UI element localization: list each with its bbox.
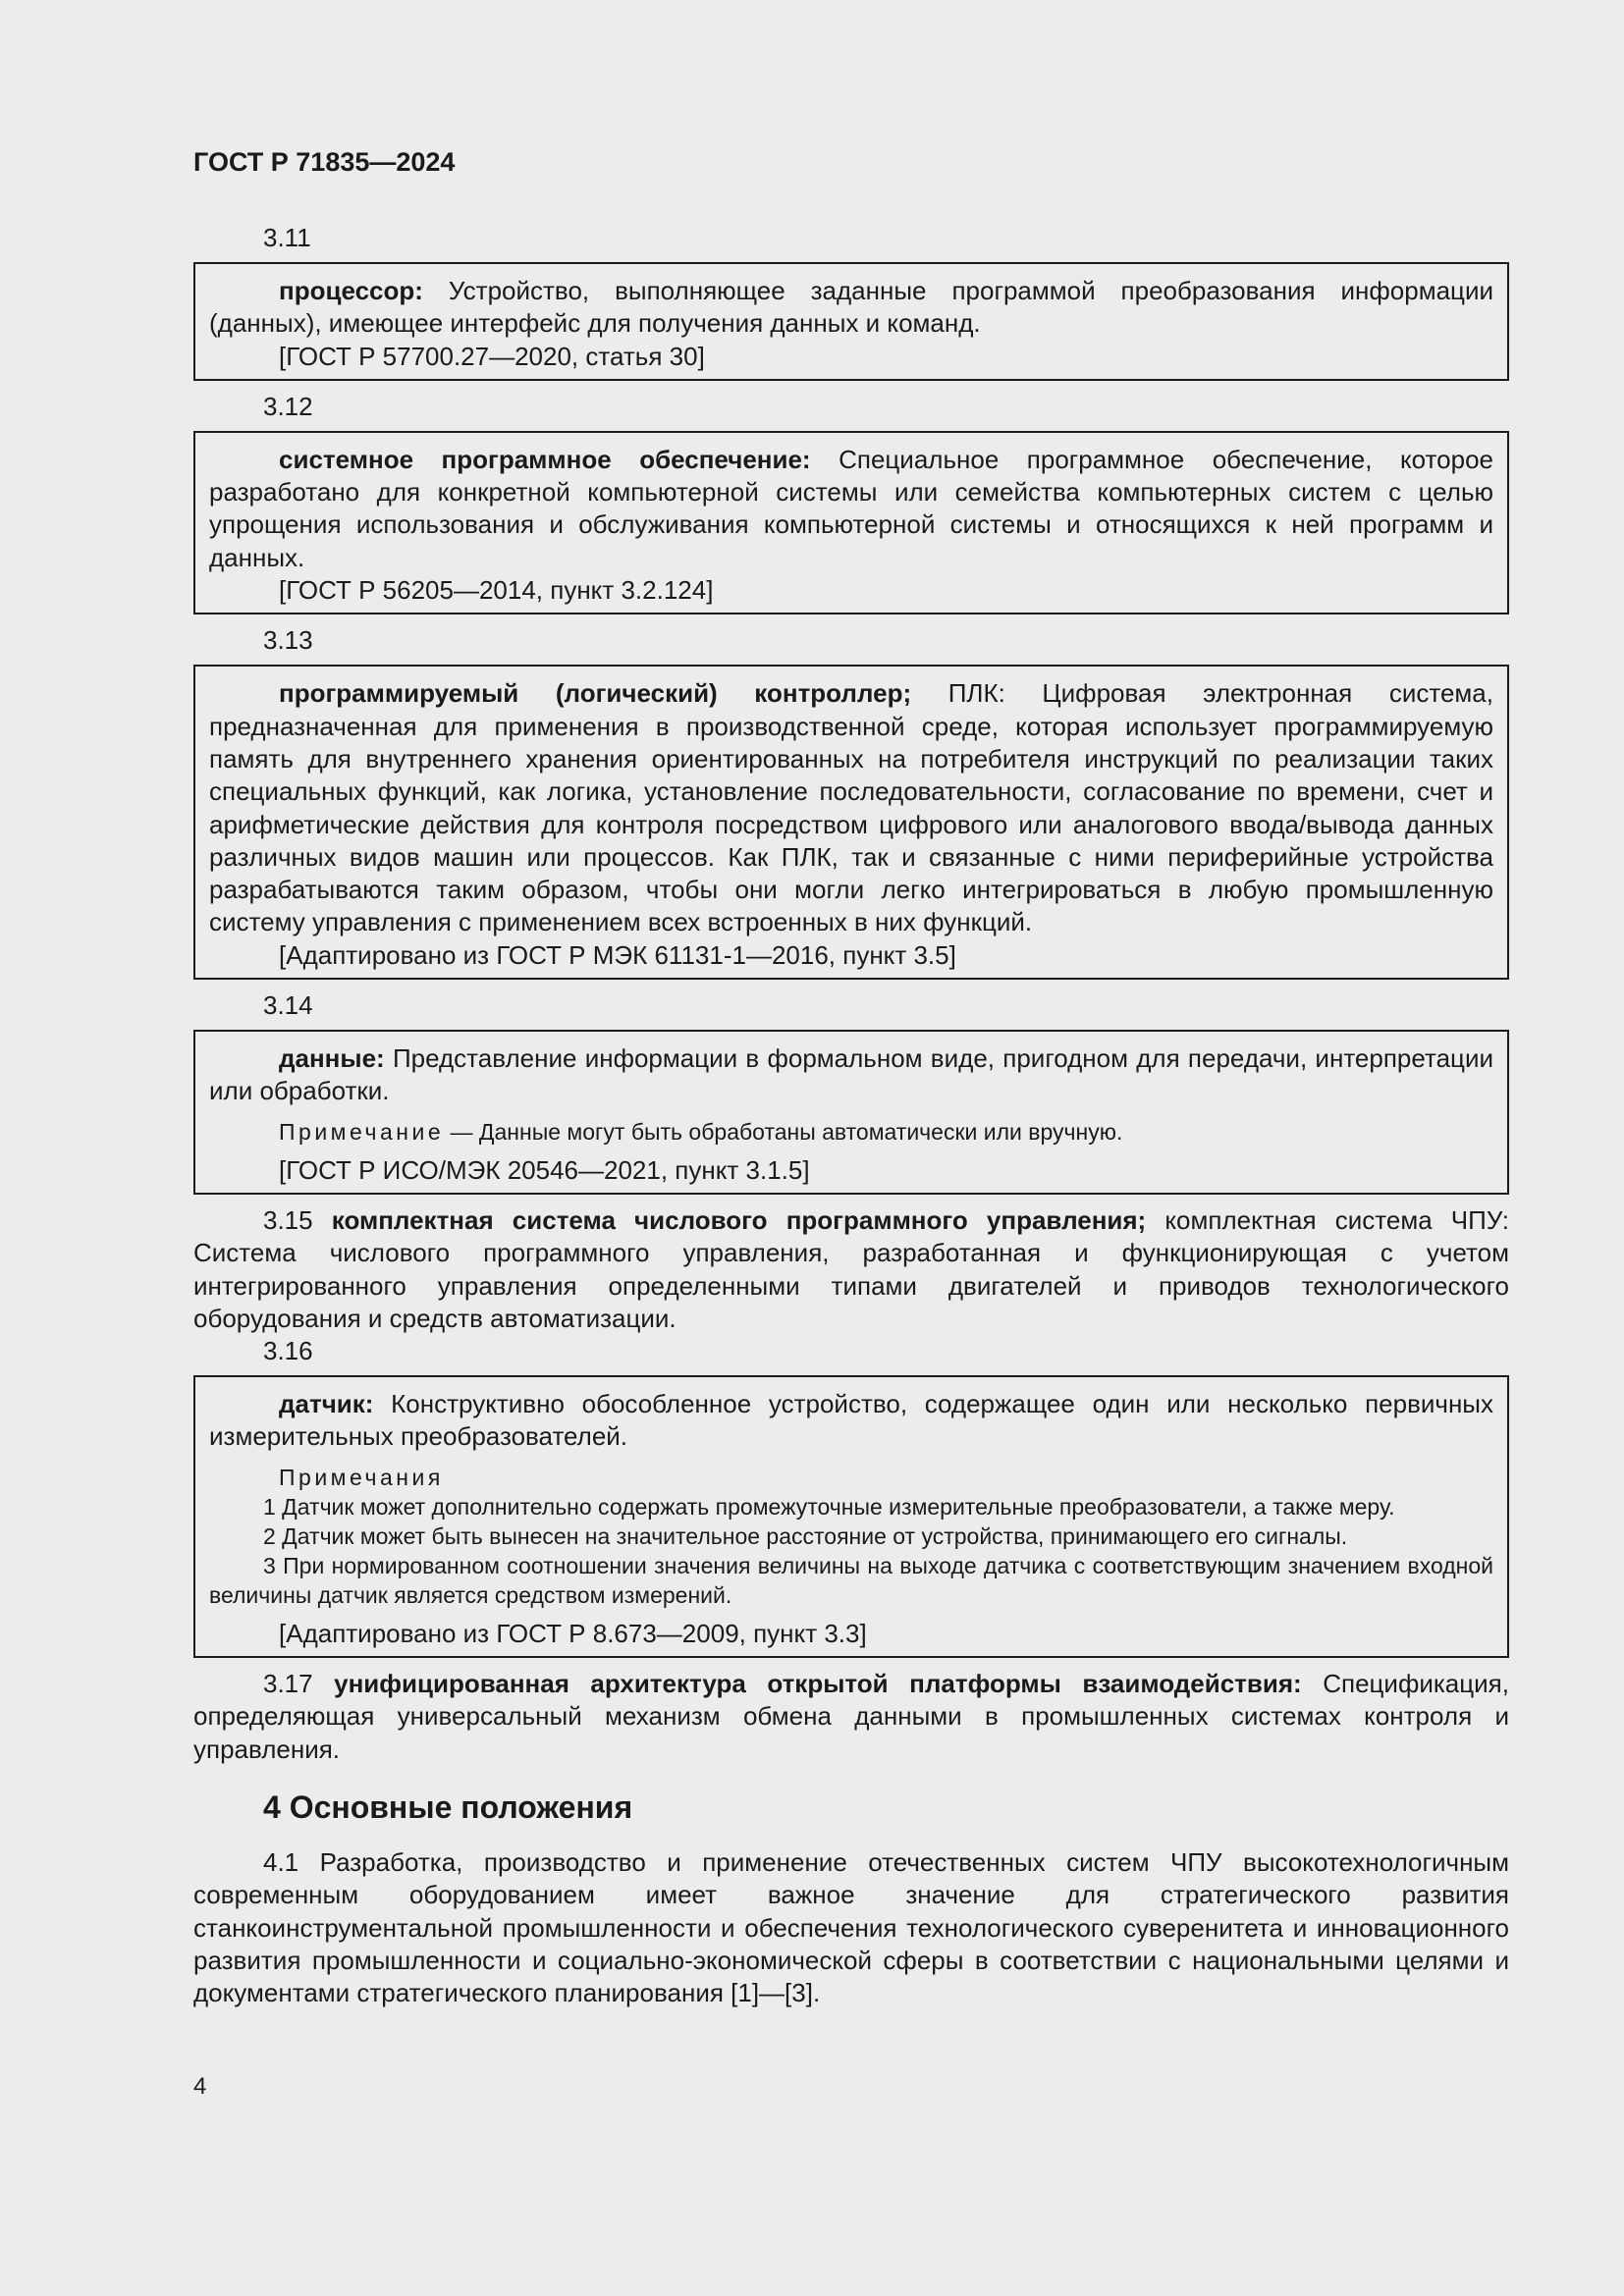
term-number: 3.16: [263, 1336, 313, 1366]
notes-label: Примечания: [279, 1464, 444, 1490]
term-source: [ГОСТ Р 57700.27—2020, статья 30]: [279, 341, 705, 371]
note-item: 1 Датчик может дополнительно содержать промежуточные измерительные преобразователи, а также меру.: [263, 1493, 1395, 1520]
term-definition: данные: Представление информации в формальном виде, пригодном для передачи, интерпретации или обработки.: [209, 1043, 1493, 1106]
section-heading: 4 Основные положения: [263, 1789, 633, 1825]
note-item: 2 Датчик может быть вынесен на значительное расстояние от устройства, принимающего его сигналы.: [263, 1522, 1348, 1549]
term-number: 3.15: [263, 1204, 313, 1235]
term-number: 3.13: [263, 625, 313, 656]
term-definition: программируемый (логический) контроллер; ПЛК: Цифровая электронная система, предназначенная для применения в производственной среде, которая использует программируемую память для внутреннего хранения ориентированных на потребителя инструкций по реализации таких специальных функций, как логика, установление последовательности, согласование по времени, счет и арифметические действия для контроля посредством цифрового или аналогового ввода/вывода данных различных видов машин или процессов. Как ПЛК, так и связанные с ними периферийные устройства разрабатываются таким образом, чтобы они могли легко интегрироваться в любую промышленную систему управления с применением всех встроенных в них функций.: [209, 678, 1493, 937]
term-definition: системное программное обеспечение: Специальное программное обеспечение, которое разработано для конкретной компьютерной системы или семейства компьютерных систем с целью упрощения использования и обслуживания компьютерной системы и относящихся к ней программ и данных.: [209, 444, 1493, 572]
term-source: [Адаптировано из ГОСТ Р 8.673—2009, пункт 3.3]: [279, 1618, 867, 1648]
term-name: комплектная система числового программного управления;: [331, 1204, 1147, 1235]
term-source: [ГОСТ Р ИСО/МЭК 20546—2021, пункт 3.1.5]: [279, 1154, 810, 1185]
term-name: унифицированная архитектура открытой платформы взаимодействия:: [334, 1669, 1302, 1699]
term-name: программируемый (логический) контроллер;: [279, 678, 912, 709]
term-name: процессор:: [279, 276, 423, 305]
term-box: [193, 262, 1509, 381]
document-content: [193, 222, 1509, 2009]
note-item: 3 При нормированном соотношении значения величины на выходе датчика с соответствующим значением входной величины датчик является средством измерений.: [209, 1552, 1493, 1608]
term-number: 3.17: [263, 1669, 313, 1699]
term-box: [193, 431, 1509, 614]
term-definition: датчик: Конструктивно обособленное устройство, содержащее один или несколько первичных измерительных преобразователей.: [209, 1389, 1493, 1452]
note-text: — Данные могут быть обработаны автоматически или вручную.: [444, 1118, 1123, 1145]
term-plain: [193, 1204, 1509, 1335]
term-plain: [193, 1668, 1509, 1766]
document-header: ГОСТ Р 71835—2024: [193, 147, 456, 177]
section-body: [193, 1846, 1509, 2009]
term-name: датчик:: [279, 1389, 374, 1419]
term-number: 3.12: [263, 391, 313, 421]
term-definition: 3.17 унифицированная архитектура открытой платформы взаимодействия: Спецификация, определяющая универсальный механизм обмена данными в промышленных системах контроля и управления.: [193, 1669, 1509, 1764]
term-number: 3.11: [263, 223, 311, 252]
term-box: [193, 1030, 1509, 1195]
notes-list: [209, 1492, 1493, 1610]
term-source: [ГОСТ Р 56205—2014, пункт 3.2.124]: [279, 575, 714, 606]
term-box: [193, 1375, 1509, 1658]
term-number: 3.14: [263, 990, 313, 1021]
term-box: [193, 665, 1509, 980]
term-name: данные:: [279, 1043, 385, 1074]
paragraph-4-1: 4.1 Разработка, производство и применение отечественных систем ЧПУ высокотехнологичным современным оборудованием имеет важное значение для стратегического развития станкоинструментальной промышленности и обеспечения технологического суверенитета и инновационного развития промышленности и социально-экономической сферы в соответствии с национальными целями и документами стратегического планирования [1]—[3].: [193, 1846, 1509, 2008]
term-definition: процессор: Устройство, выполняющее заданные программой преобразования информации (данных), имеющее интерфейс для получения данных и команд.: [209, 276, 1493, 339]
page-number: 4: [193, 2073, 207, 2100]
term-source: [Адаптировано из ГОСТ Р МЭК 61131-1—2016, пункт 3.5]: [279, 939, 956, 970]
term-note: [209, 1117, 1493, 1147]
term-name: системное программное обеспечение:: [279, 444, 811, 474]
note-label: Примечание: [279, 1118, 445, 1145]
term-definition: 3.15 комплектная система числового программного управления; комплектная система ЧПУ: Система числового программного управления, разработанная и функционирующая с учетом интегрированного управления определенными типами двигателей и приводов технологического оборудования и средств автоматизации.: [193, 1204, 1509, 1333]
